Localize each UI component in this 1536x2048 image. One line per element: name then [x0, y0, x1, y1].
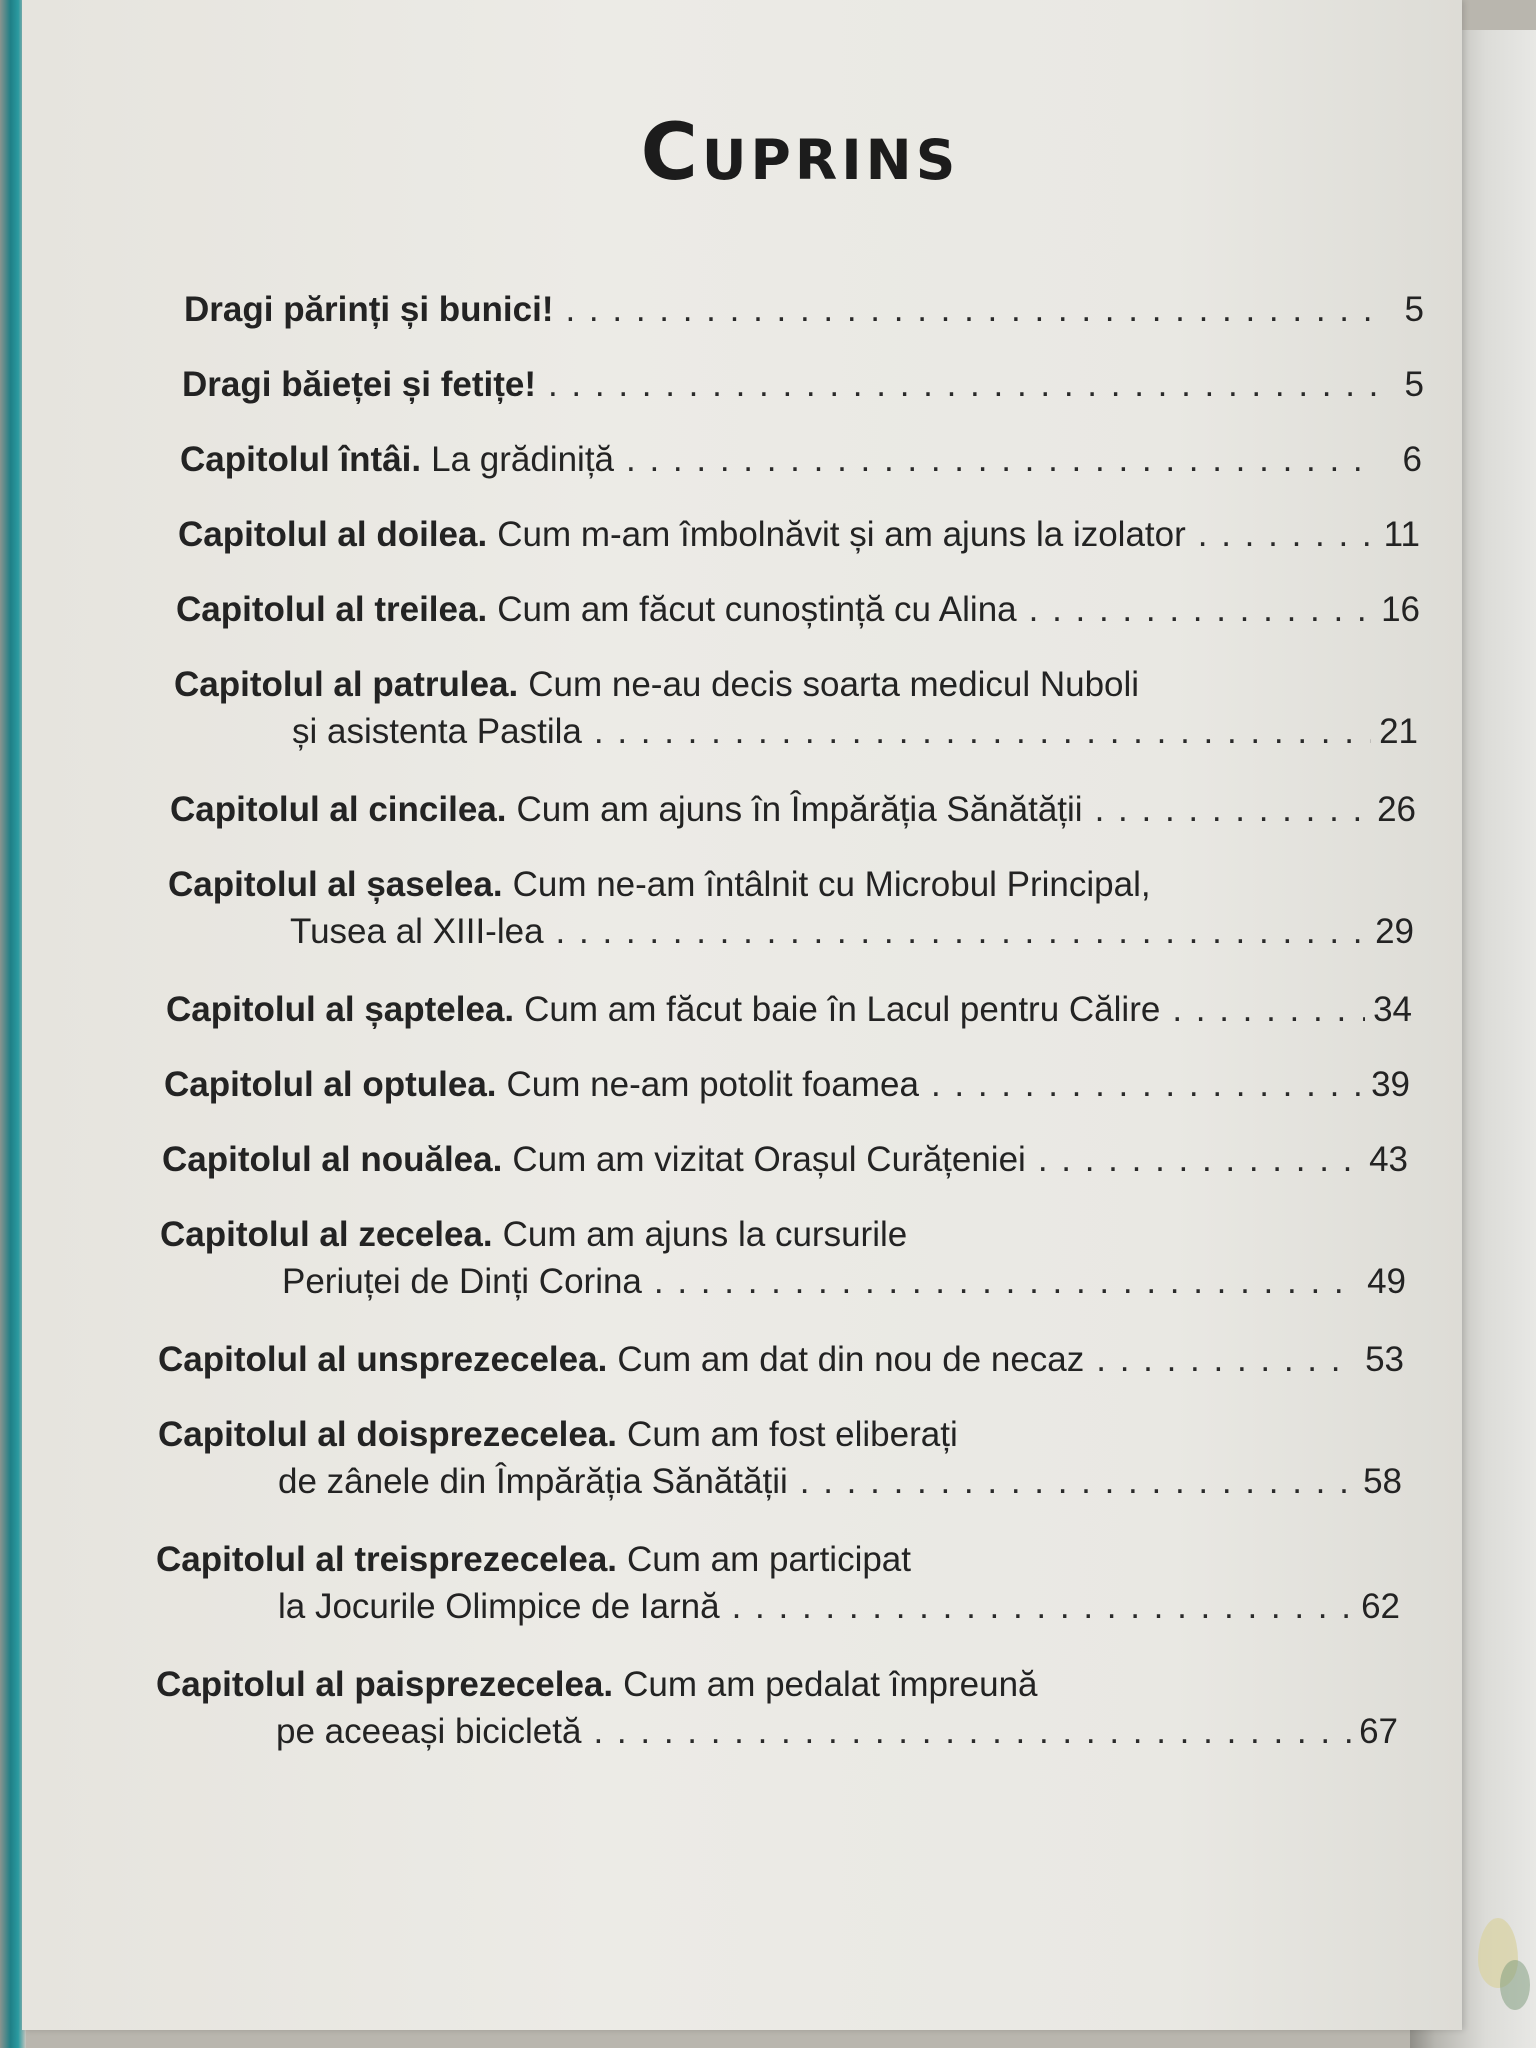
toc-entry-heading: Capitolul al doisprezecelea. — [158, 1415, 618, 1454]
toc-page-number: 16 — [1381, 590, 1420, 629]
toc-entry-title-continued: pe aceeași bicicletă — [276, 1712, 582, 1751]
toc-entry-title: Cum am participat — [627, 1540, 911, 1579]
toc-entry-heading: Dragi părinți și bunici! — [184, 290, 554, 329]
toc-entry — [160, 1215, 1406, 1255]
toc-entry — [178, 515, 1420, 555]
toc-page-number: 5 — [1404, 365, 1424, 404]
toc-entry-title: Cum am făcut baie în Lacul pentru Călire — [524, 990, 1161, 1029]
toc-entry-title: Cum ne-am întâlnit cu Microbul Principal, — [512, 865, 1151, 904]
toc-page-number: 6 — [1402, 440, 1422, 479]
toc-entry — [176, 590, 1420, 630]
toc-page-number: 53 — [1365, 1340, 1404, 1379]
toc-entry-title: Cum am ajuns la cursurile — [502, 1215, 908, 1254]
toc-entry-heading: Capitolul al nouălea. — [162, 1140, 503, 1179]
dot-leader — [1029, 590, 1373, 630]
toc-page-number: 62 — [1361, 1587, 1400, 1626]
toc-entry — [182, 365, 1424, 405]
toc-entry-heading: Capitolul întâi. — [180, 440, 422, 479]
toc-entry-heading: Capitolul al zecelea. — [160, 1215, 493, 1254]
toc-page-number: 43 — [1369, 1140, 1408, 1179]
toc-entry — [156, 1665, 1398, 1705]
dot-leader — [556, 912, 1368, 952]
toc-entry — [158, 1340, 1404, 1380]
toc-entry-title: Cum ne-am potolit foamea — [506, 1065, 919, 1104]
toc-entry — [170, 790, 1416, 830]
toc-entry-title: Cum ne-au decis soarta medicul Nuboli — [528, 665, 1140, 704]
toc-entry — [156, 1540, 1400, 1580]
toc-entry — [180, 440, 1422, 480]
dot-leader — [800, 1462, 1355, 1502]
toc-entry-title: Cum am vizitat Orașul Curățeniei — [512, 1140, 1026, 1179]
toc-entry — [168, 865, 1414, 905]
toc-entry-continuation — [278, 1587, 1400, 1627]
toc-entry-heading: Capitolul al treilea. — [176, 590, 488, 629]
toc-entry-heading: Capitolul al unsprezecelea. — [158, 1340, 608, 1379]
dot-leader — [1095, 790, 1369, 830]
toc-entry-heading: Capitolul al treisprezecelea. — [156, 1540, 618, 1579]
toc-entry-continuation — [278, 1462, 1402, 1502]
toc-page-number: 34 — [1373, 990, 1412, 1029]
toc-entry-title-continued: la Jocurile Olimpice de Iarnă — [278, 1587, 720, 1626]
dot-leader — [654, 1262, 1359, 1302]
toc-page-number: 58 — [1363, 1462, 1402, 1501]
dot-leader — [594, 712, 1371, 752]
toc-entry-heading: Capitolul al cincilea. — [170, 790, 507, 829]
dot-leader — [1038, 1140, 1361, 1180]
toc-entry-title: Cum am făcut cunoștință cu Alina — [497, 590, 1017, 629]
toc-entry — [174, 665, 1418, 705]
toc-entry-heading: Capitolul al patrulea. — [174, 665, 519, 704]
toc-entry-title: Cum am fost eliberați — [627, 1415, 958, 1454]
toc-entry — [184, 290, 1424, 330]
dot-leader — [565, 290, 1380, 330]
toc-entry-title-continued: de zânele din Împărăția Sănătății — [278, 1462, 788, 1501]
toc-entry-title-continued: Periuței de Dinți Corina — [282, 1262, 642, 1301]
toc-entry-heading: Dragi băieței și fetițe! — [182, 365, 536, 404]
toc-entry-heading: Capitolul al optulea. — [164, 1065, 497, 1104]
toc-page-number: 5 — [1404, 290, 1424, 329]
toc-entry-continuation — [276, 1712, 1398, 1752]
toc-entry — [166, 990, 1412, 1030]
toc-entry-title: Cum m-am îmbolnăvit și am ajuns la izolator — [497, 515, 1186, 554]
toc-entry — [162, 1140, 1408, 1180]
dot-leader — [1198, 515, 1376, 555]
toc-page-number: 67 — [1359, 1712, 1398, 1751]
toc-entry-heading: Capitolul al șaselea. — [168, 865, 503, 904]
toc-page-number: 11 — [1383, 515, 1420, 554]
dot-leader — [1096, 1340, 1357, 1380]
toc-entry-title: Cum am pedalat împreună — [623, 1665, 1038, 1704]
toc-entry-title: Cum am ajuns în Împărăția Sănătății — [516, 790, 1083, 829]
toc-page-number: 21 — [1379, 712, 1418, 751]
toc-page-number: 29 — [1375, 912, 1414, 951]
dot-leader — [732, 1587, 1353, 1627]
dot-leader — [931, 1065, 1363, 1105]
dot-leader — [548, 365, 1380, 405]
toc-entry-continuation — [290, 912, 1414, 952]
toc-entry-title-continued: și asistenta Pastila — [292, 712, 582, 751]
toc-entry — [158, 1415, 1402, 1455]
toc-entry-continuation — [282, 1262, 1406, 1302]
dot-leader — [626, 440, 1378, 480]
toc-page-number: 26 — [1377, 790, 1416, 829]
toc-page-number: 49 — [1367, 1262, 1406, 1301]
toc-entry-title-continued: Tusea al XIII-lea — [290, 912, 544, 951]
toc-entry-continuation — [292, 712, 1418, 752]
toc-entry-heading: Capitolul al doilea. — [178, 515, 488, 554]
toc-entry — [164, 1065, 1410, 1105]
toc-entry-title: La grădiniță — [431, 440, 615, 479]
toc-entry-heading: Capitolul al șaptelea. — [166, 990, 515, 1029]
toc-page-number: 39 — [1371, 1065, 1410, 1104]
toc-entry-title: Cum am dat din nou de necaz — [617, 1340, 1085, 1379]
dot-leader — [593, 1712, 1351, 1752]
page-title: Cuprins — [640, 108, 960, 198]
dot-leader — [1172, 990, 1365, 1030]
toc-entry-heading: Capitolul al paisprezecelea. — [156, 1665, 614, 1704]
